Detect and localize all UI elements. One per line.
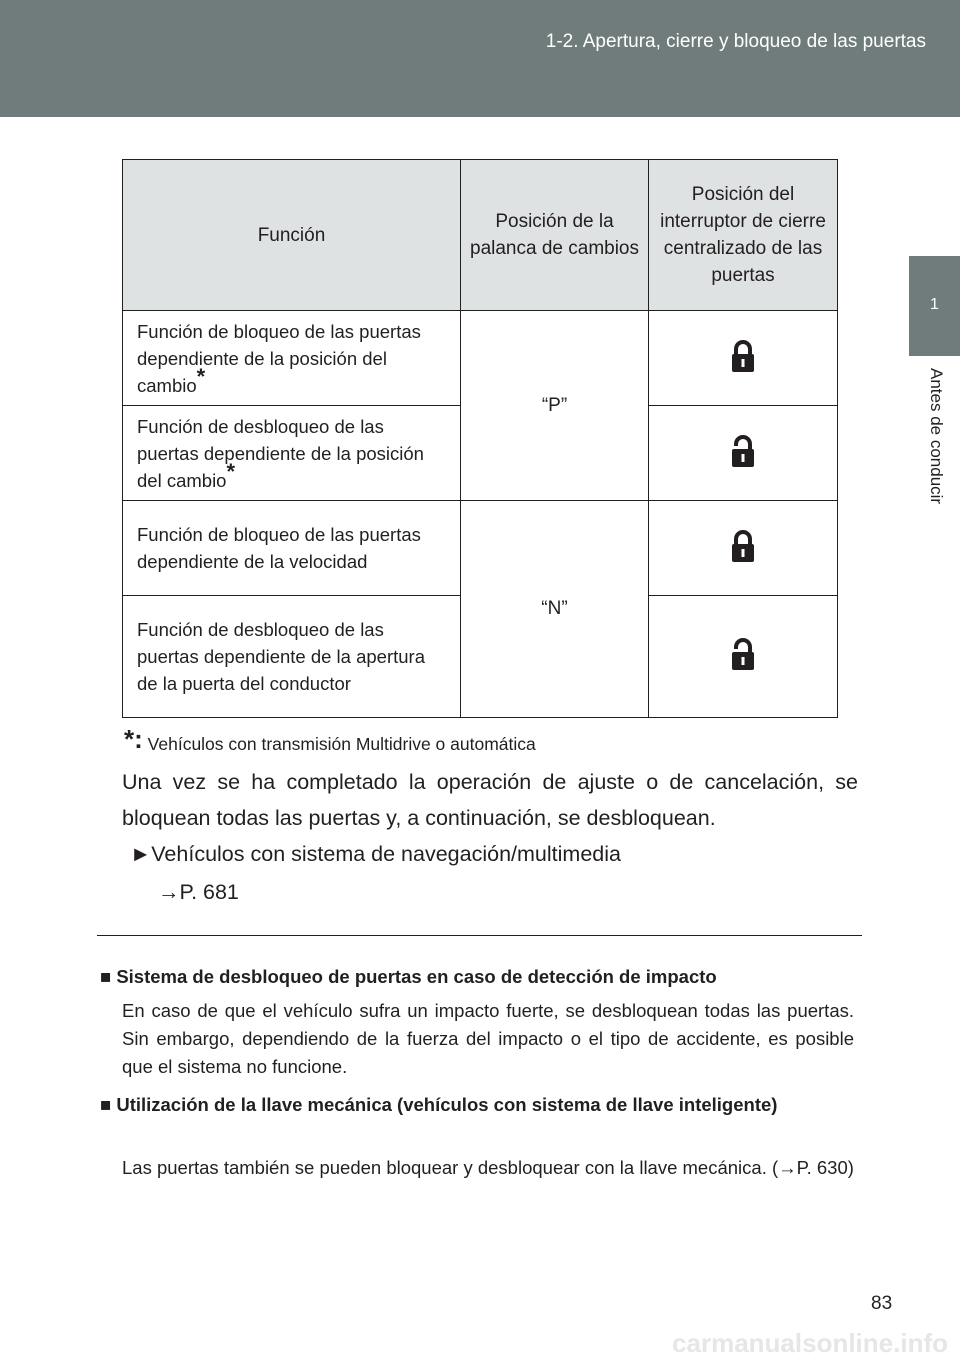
chapter-label: Antes de conducir — [927, 368, 946, 505]
section-body: Las puertas también se pueden bloquear y desbloquear con la llave mecánica. (→P. 630) — [122, 1157, 854, 1178]
footnote-text: Vehículos con transmisión Multidrive o automática — [147, 734, 536, 754]
square-bullet-icon: ■ — [100, 1094, 112, 1115]
position-cell-n: “N” — [461, 501, 649, 718]
padlock-locked-icon — [730, 339, 756, 373]
chapter-number: 1 — [930, 296, 939, 313]
section-divider — [97, 935, 862, 936]
footnote-marker: *: — [124, 724, 143, 754]
page-number: 83 — [871, 1293, 893, 1314]
footnote — [124, 726, 536, 757]
watermark: carmanualsonline.info — [672, 1328, 948, 1358]
page-reference-link[interactable]: →P. 681 — [158, 880, 239, 904]
section-heading-text: Sistema de desbloqueo de puertas en caso de detección de impacto — [116, 966, 717, 987]
icon-cell — [649, 501, 838, 596]
header-function: Función — [123, 160, 461, 311]
section-heading — [100, 962, 854, 991]
function-text: Función de desbloqueo de las puertas dependiente de la apertura de la puerta del conductor — [137, 619, 425, 694]
body-paragraph: Una vez se ha completado la operación de ajuste o de cancelación, se bloquean todas las puertas y, a continuación, se desbloquean. — [122, 770, 858, 830]
section-heading — [100, 1090, 854, 1119]
function-text: Función de bloqueo de las puertas dependiente de la velocidad — [137, 524, 421, 572]
function-cell — [123, 406, 461, 501]
function-table — [122, 159, 838, 718]
padlock-unlocked-icon — [730, 434, 756, 468]
header-shift-position: Posición de la palanca de cambios — [461, 160, 649, 311]
padlock-locked-icon — [730, 529, 756, 563]
icon-cell — [649, 311, 838, 406]
bullet-text: Vehículos con sistema de navegación/multimedia — [151, 842, 621, 866]
header-band — [0, 0, 960, 117]
triangle-bullet-icon: ► — [130, 842, 152, 866]
asterisk: * — [226, 458, 236, 484]
chapter-tab[interactable] — [909, 256, 960, 356]
icon-cell — [649, 406, 838, 501]
section-heading-text: Utilización de la llave mecánica (vehículos con sistema de llave inteligente) — [116, 1094, 778, 1115]
square-bullet-icon: ■ — [100, 966, 112, 987]
position-cell-p: “P” — [461, 311, 649, 501]
section-body: En caso de que el vehículo sufra un impacto fuerte, se desbloquean todas las puertas. Sin embargo, dependiendo de la fuerza del impacto o el tipo de accidente, es posible que el sistema no funcione. — [122, 1000, 854, 1077]
function-text: Función de bloqueo de las puertas dependiente de la posición del cambio — [137, 320, 421, 396]
function-cell — [123, 311, 461, 406]
function-cell — [123, 596, 461, 718]
bullet-item — [130, 842, 621, 867]
padlock-unlocked-icon — [730, 637, 756, 671]
header-switch-position: Posición del interruptor de cierre centralizado de las puertas — [649, 160, 838, 311]
asterisk: * — [196, 363, 206, 389]
chapter-title: 1-2. Apertura, cierre y bloqueo de las puertas — [545, 31, 926, 52]
function-text: Función de desbloqueo de las puertas dependiente de la posición del cambio — [137, 415, 424, 491]
icon-cell — [649, 596, 838, 718]
function-cell — [123, 501, 461, 596]
